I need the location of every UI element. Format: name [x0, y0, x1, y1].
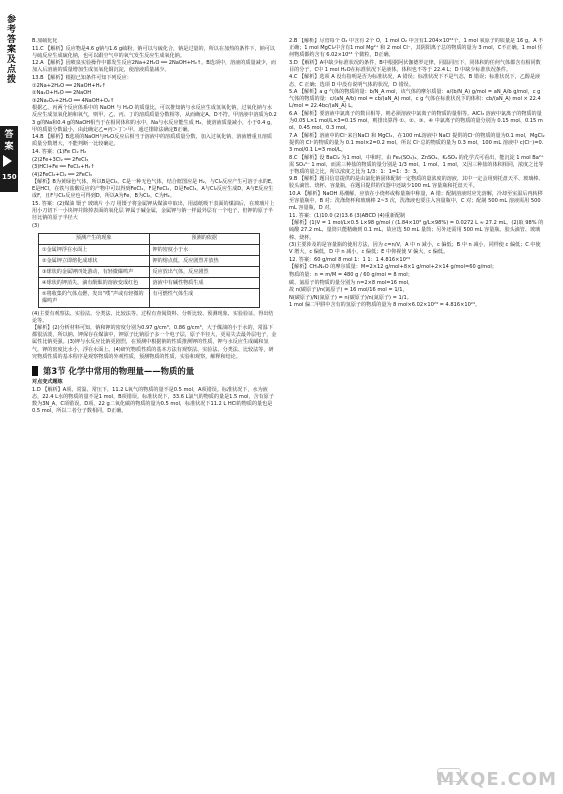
answer-15-part3: (3): [32, 222, 40, 229]
equation-line: (3)HCl+Fe ══ FeCl₂+H₂↑: [32, 164, 95, 171]
answer-13-explanation: 根据乙，丙两个反应体系中的 NaOH 与 H₂O 的质量比，可以推知钠与水反应生成氢氧化钠，过氧化钠与水反应生成氢氧化钠和氧气，则甲、乙、丙、丁的溶质质量分数相等，从而确定A、D不符。甲溶液中溶质为0.23 g的Na和0.4 g的NaOH相当于在相同体积的水中，Na与水反应能生成 H₂，使溶液质量减小，小于0.4 g，甲的质量分数最小，由此确定乙=丙＞丁＞甲。通过排除法确定B正确。: [32, 105, 277, 133]
answer-10: 10.A 【解析】NaOH 易潮解，应放在小烧杯或称量瓶中称量，A 错；配制溶液时应先溶解，冷却至室温后再转移至容量瓶中，B 对；洗涤烧杯和玻璃棒 2~3 次，洗涤液也要注入容量瓶中，C 对；配制 500 mL 溶液需用 500 mL 容量瓶，D 对。: [289, 190, 543, 212]
table-row: [39, 277, 259, 288]
equation-line: (2)2Fe+3Cl₂ ══ 2FeCl₃: [32, 156, 89, 163]
table-row: [39, 288, 259, 306]
text-line: B.加硫化化: [32, 38, 58, 44]
table-cell: ③球状的金属钾四处游动，有轻微爆鸣声: [42, 268, 134, 275]
answer-tab-label-2: 案: [4, 142, 14, 152]
answer-tab: [0, 126, 18, 192]
answer-1: 1.D 【解析】A项，常温、常压下，11.2 L氧气的物质的量不是0.5 mol，A项错误。标准状况下，水为液态，22.4 L水的物质的量不是1 mol，B项错误。标准状况下，33.6 L氯气的物质的量是1.5 mol，含有原子数为3N_A，C项错误。D项，22 g二氧化碳的物质的量为0.5 mol，标准状况下11.2 L HCl的物质的量也是0.5 mol，所以二者分子数相同，D正确。: [32, 386, 274, 415]
table-cell: ⑤将收集的气体点燃，发出“噗”声或有轻微的爆鸣声: [42, 290, 144, 304]
sidebar-title: 参考答案及点拨: [5, 14, 15, 84]
right-column: [289, 38, 545, 790]
formula-line: 故 n(碳原子)/n(氮原子) = 16 mol/16 mol = 1/1，: [289, 287, 408, 294]
answer-15: 15. 答案：(2)煤油 镊子 玻璃片 小刀 用镊子将金属钾从煤油中取出，用滤纸吸干表面的煤油后，在玻璃片上用小刀切下一小块钾并除掉表面的氧化层 钾属于碱金属，金属钾与钠一样最外层有一个电子，但钾的原子半径比钠的原子半径大: [32, 201, 275, 222]
equation-line: (4)2FeCl₂+Cl₂ ══ 2FeCl₃: [32, 171, 92, 178]
table-cell: 有可燃性气体生成: [149, 289, 260, 306]
formula-line: 物质的量：n = m/M = 480 g / 60 g/mol = 8 mol；: [289, 272, 413, 278]
table-row: [39, 266, 259, 277]
formula-line: N(碳原子)/N(氮原子) = n(碳原子)/n(氮原子) = 1/1。: [289, 294, 412, 301]
answer-3: 3.D 【解析】A中缺少标准状况的条件，B中根据阿伏伽德罗定律，同温同压下，同体积的任何气体都含有相同数目的分子，C中 1 mol H₂O在标准状况下是液体，体积也不等于 22.4 L；D 中缺少标准状况条件。: [289, 59, 541, 73]
answer-15-part4: (4)主要有观察法、实验法、分类法、比较法等。过程有查阅资料、分析比较、预测现象、实验验证、得出结论等。: [32, 310, 274, 324]
answer-13: 13.B 【解析】根据已知条件可知下列反应：: [32, 74, 132, 81]
table-row: [39, 255, 259, 266]
answer-9: 9.B 【解析】题目信息提供的是由氯化钠固体配制一定物质的量浓度的溶液，其中一定会用到托盘天平、玻璃棒、胶头滴管、烧杯、容量瓶，在题目提供的仪器中还缺少100 mL 容量瓶和托盘天平。: [289, 176, 544, 190]
answer-14-note: 14.B 【解析】B选项的NaOH与H₂O反应后相当于溶液中的溶质质量分数，加入过氧化钠，溶液增重且溶质质量分数增大，不能判断一比较确定。: [32, 134, 273, 148]
formula-line: 1 mol 偏二甲肼中含有的氢原子的物质的量为 8 mol×6.02×10²³ = 4.816×10²⁴。: [289, 302, 480, 309]
table-cell: 钾的熔点低，反应剧烈并放热: [149, 256, 260, 266]
answer-11: 11. 答案：(1)10.0 (2)13.6 (3)ABCD (4)重新配制: [289, 212, 406, 219]
answer-14-explanation: 【解析】B为黄绿色气体，所以B是Cl₂。C是一种无色气体，结合框图应是 H₂，与Cl₂反应产生可溶于水的E，E是HCl，在铁与盐酸反应的产物中可以得到FeCl₂，F是FeCl₂，D是FeCl₃。A与Cl₂反应生成D，A与E反应生成F，且F与Cl₂反应也可得到D，所以A为Fe，B为Cl₂，C为H₂。: [32, 179, 277, 200]
answer-tab-label-1: 答: [4, 130, 14, 140]
arrow-right-icon: [3, 155, 12, 167]
answer-7: 7.A 【解析】溶液中的Cl⁻来自NaCl 和 MgCl₂，在100 mL溶液中 NaCl 提供的Cl⁻的物质的量为0.1 mol，MgCl₂提供的 Cl⁻的物质的量为 0.1 mol×2=0.2 mol，所以 Cl⁻总的物质的量为 0.3 mol，100 mL 溶液中 c(Cl⁻)=0.3 mol/0.1 L=3 mol/L。: [289, 132, 545, 153]
table-cell: 钾的密度小于水: [149, 245, 260, 255]
answer-4: 4.C 【解析】选项 A 没有指明是否为标准状况，A 错误；标准状况下不是气态，B 错误；标准状况下，乙醇是液态，C 正确；选项 D 中没有说明气体的状况，D 错误。: [289, 74, 541, 88]
table-cell: 反应放出气体，反应剧烈: [149, 267, 260, 277]
section-marker-icon: [32, 366, 38, 376]
table-row: [39, 244, 259, 255]
table-header-cell: 预测的依据: [149, 234, 260, 244]
answer-12: 12.A 【解析】因喷泉实验操作中都发生反应2Na+2H₂O ══ 2NaOH+H₂↑。B选项中，溶液的质量减少，而加入后溶液的质量增加生成氢氧化铜沉淀，使溶液质量减少。: [32, 60, 276, 74]
table-header-row: [39, 234, 259, 244]
equation-line: ①2Na+2H₂O ══ 2NaOH+H₂↑: [32, 82, 106, 89]
table-cell: ②金属钾立即熔化成球状: [42, 257, 98, 264]
answer-14: 14. 答案：(1)Fe Cl₂ H₂: [32, 148, 87, 155]
answer-11: 11.C 【解析】反应物是4.6 g钠与1.6 g硫粉，钠可以与硫化合，钠是过量的，所以在加热的条件下，钠可以与硫反应生成硫化钠，也可以跟空气中的氧气发生反应生成氧化钠。: [32, 45, 275, 59]
answer-11-explanation: 【解析】(1)V = 1 mol/L×0.5 L×98 g/mol / (1.84×10³ g/L×98%) = 0.0272 L ≈ 27.2 mL。(2)取 98% 的硫酸 27.2 mL，量筒只能精确到 0.1 mL，故应选 50 mL 量筒；另外还需用 500 mL 容量瓶、胶头滴管、玻璃棒、烧杯。: [289, 220, 544, 241]
section-title: 第3节 化学中常用的物理量——物质的量: [43, 365, 195, 376]
answer-12: 12. 答案：60 g/mol 8 mol 1：1 1：1 4.816×10²⁴: [289, 256, 410, 263]
section-subheading: 对点变式题练: [32, 378, 63, 385]
page-number: 150: [2, 173, 17, 181]
section-heading: [32, 366, 277, 376]
prediction-table: [38, 233, 260, 308]
left-column: [32, 38, 277, 790]
table-cell: ④球状的钾消失，滴有酚酞的溶液变成红色: [42, 279, 139, 286]
equation-line: ③2Na₂O₂+2H₂O ══ 4NaOH+O₂↑: [32, 97, 115, 104]
answer-5: 5.A 【解析】a g 气体的物质的量：b/N_A mol，该气体的摩尔质量：a/(b/N_A) g/mol = aN_A/b g/mol，c g 气体的物质的量：c/(aN_A/b) mol = cb/(aN_A) mol，c g 气体在标准状况下的体积：cb/(aN_A) mol × 22.4 L/mol = 22.4bc/(aN_A) L。: [289, 89, 541, 110]
answer-15-explanation: 【解析】(2)分析材料可知，钠和钾的密度分别为0.97 g/cm³、0.86 g/cm³，大于煤油的小于水的，常温下都很活泼，所以钠、钾保存在煤油中，钾原子比钠原子多一个电子层，原子半径大，更易失去最外层电子，金属性比钠更强。(3)钾与水反应比钠更剧烈，在预测中根据钠的性质推测钾的性质，钾与水反应生成碱和氢气，钾的密度比水小，浮在水面上。(4)研究物质性质的基本方法有观察法、实验法、分类法、比较法等，研究物质性质的基本程序是观察物质的外观性质，预测物质的性质，实验和观察，解释和结论。: [32, 325, 277, 360]
answer-11-explanation-3: (3)主要涉及的是容量瓶的使用方法，因为 c=n/V，A 中 n 减小，c 偏低；B 中 n 减小，同样使 c 偏低；C 中使 V 增大，c 偏低，D 中 n 减小，c 偏低；E 中仰视使 V 偏大，c 偏低。: [289, 242, 541, 256]
watermark-text: MXQE.COM: [436, 769, 557, 790]
table-header-cell: 预测产生的现象: [75, 235, 112, 242]
answer-2: 2.B 【解析】尽管每个 O₂ 中含有 2个 O，1 mol O₂ 中含有1.204×10²⁴个，1 mol 氧原子的质量是 16 g，A 不正确；1 mol MgCl₂中含有1 mol Mg²⁺ 和 2 mol Cl⁻，其阴阳离子总的物质的量为 3 mol，C不正确。1 mol 任何物质都约含有 6.02×10²³ 个微粒，D正确。: [289, 38, 544, 59]
answer-6: 6.A 【解析】要溶液中氯离子的数目相等，则必须溶液中氯离子的物质的量相等。AlCl₃ 溶液中氯离子的物质的量为0.05 L×1 mol/L×3=0.15 mol，则排出算得 ①、②、③、④ 中氯离子的物质的量分别为 0.15 mol、0.15 mol、0.45 mol、0.3 mol。: [289, 110, 543, 132]
watermark: [437, 768, 557, 790]
formula-line: 碳、氮原子的物质的量分别为 n=2×8 mol=16 mol，: [289, 279, 414, 286]
table-cell: ①金属钾浮在水面上: [42, 246, 88, 253]
answer-8: 8.C 【解析】设 BaCl₂ 为1 mol，中和时，由 Fe₂(SO₄)₃、ZnSO₄、K₂SO₄ 的化学式可看出，能沉淀 1 mol Ba²⁺ 需 SO₄²⁻ 1 mol，而需三种盐的物质的量分别是 1/3 mol、1 mol、1 mol，又因三种盐的体积相同，浓度之比等于物质的量之比，所以浓度之比为 1/3：1：1=1：3：3。: [289, 154, 544, 175]
answer-12-explanation: 【解析】CH₄N₂O 的摩尔质量：M=2×12 g/mol+8×1 g/mol+2×14 g/mol=60 g/mol；: [289, 264, 497, 271]
table-cell: 溶液中有碱性物质生成: [149, 278, 260, 288]
sidebar: [0, 0, 18, 794]
equation-line: ②Na₂O+H₂O ══ 2NaOH: [32, 90, 92, 97]
